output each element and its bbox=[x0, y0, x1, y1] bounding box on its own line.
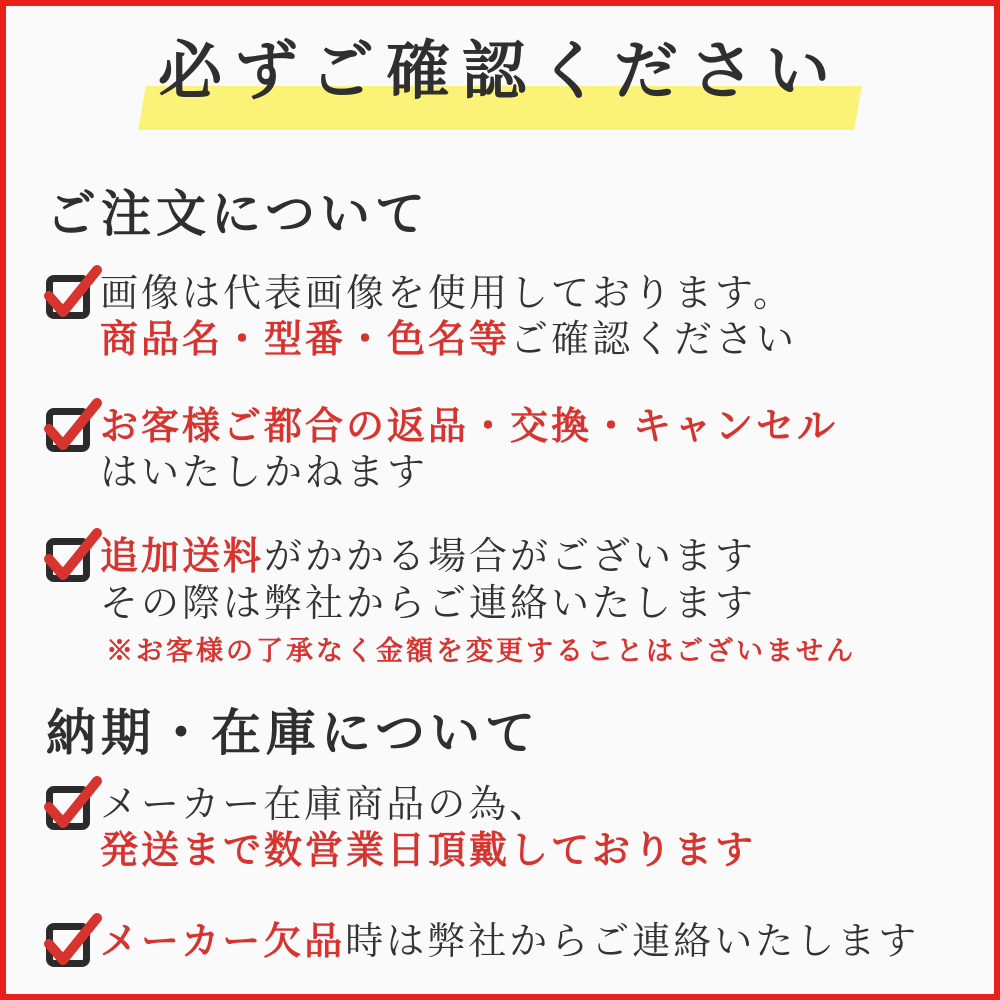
item-line: はいたしかねます bbox=[100, 450, 429, 495]
item-line-red: 発送まで数営業日頂戴しております bbox=[100, 827, 757, 873]
item-line-red: 商品名・型番・色名等 bbox=[100, 316, 511, 362]
item-text bbox=[100, 533, 856, 669]
item-line-red: 追加送料 bbox=[100, 533, 265, 579]
checkbox-check-icon bbox=[46, 275, 90, 319]
checklist-item-representative-image bbox=[46, 270, 954, 363]
item-line: その際は弊社からご連絡いたします bbox=[100, 580, 757, 625]
item-line: 画像は代表画像を使用しております。 bbox=[100, 271, 794, 315]
item-text bbox=[100, 918, 919, 964]
checklist-item-extra-shipping bbox=[46, 533, 954, 669]
title-block bbox=[46, 32, 954, 136]
item-text bbox=[100, 403, 838, 496]
item-line: ご確認ください bbox=[510, 317, 798, 362]
checkbox-check-icon bbox=[46, 923, 90, 967]
checkbox-check-icon bbox=[46, 408, 90, 452]
item-line-red: お客様ご都合の返品・交換・キャンセル bbox=[100, 402, 839, 448]
page-title: 必ずご確認ください bbox=[158, 34, 842, 109]
section-order-heading: ご注文について bbox=[46, 184, 430, 243]
checkbox-check-icon bbox=[46, 538, 90, 582]
checklist-item-no-returns bbox=[46, 403, 954, 496]
checkbox-check-icon bbox=[46, 786, 90, 830]
price-change-note: ※お客様の了承なく金額を変更することはございません bbox=[106, 636, 856, 668]
section-delivery-heading: 納期・在庫について bbox=[46, 703, 540, 763]
item-text bbox=[100, 270, 797, 363]
item-line: メーカー在庫商品の為、 bbox=[100, 782, 551, 827]
checklist-item-maker-stock bbox=[46, 781, 954, 874]
item-text bbox=[100, 781, 756, 874]
item-line: 時は弊社からご連絡いたします bbox=[345, 918, 920, 963]
checklist-item-maker-shortage bbox=[46, 918, 954, 967]
item-line-red: メーカー欠品 bbox=[100, 917, 346, 963]
item-line: がかかる場合がございます bbox=[264, 534, 757, 579]
